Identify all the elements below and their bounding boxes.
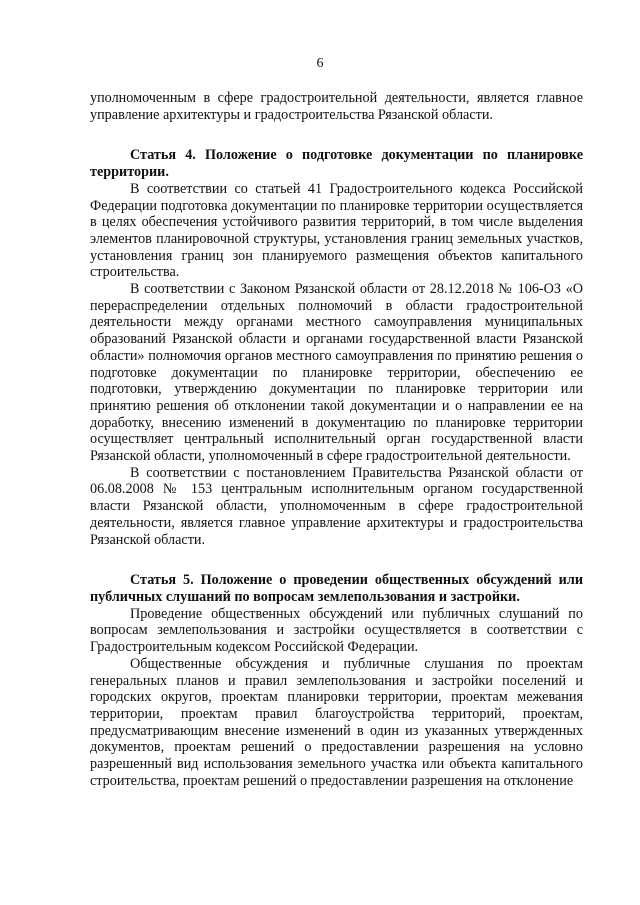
article-4-paragraph-2: В соответствии с Законом Рязанской области от 28.12.2018 № 106-ОЗ «О перераспределении отдельных полномочий в области градостроительной деятельности между органами местного самоуправления муниципальных образований Рязанской области и органами государственной власти Рязанской области» полномочия органов местного самоуправления по принятию решения о подготовке документации по планировке территории, обеспечению ее подготовки, утверждению документации по планировке территории или принятию решения об отклонении такой документации и о направлении ее на доработку, внесению изменений в документацию по планировке территории осуществляет центральный исполнительный орган государственной власти Рязанской области, уполномоченный в сфере градостроительной деятельности. <box>90 281 583 465</box>
article-5-heading: Статья 5. Положение о проведении общественных обсуждений или публичных слушаний по вопросам землепользования и застройки. <box>90 572 583 605</box>
paragraph-continuation: уполномоченным в сфере градостроительной деятельности, является главное управление архитектуры и градостроительства Рязанской области. <box>90 90 583 123</box>
article-5-paragraph-2: Общественные обсуждения и публичные слушания по проектам генеральных планов и правил землепользования и застройки поселений и городских округов, проектам планировки территории, проектам межевания территории, проектам правил благоустройства территорий, проектам, предусматривающим внесение изменений в один из указанных утвержденных документов, проектам решений о предоставлении разрешения на условно разрешенный вид использования земельного участка или объекта капитального строительства, проектам решений о предоставлении разрешения на отклонение <box>90 655 583 789</box>
article-5-paragraph-1: Проведение общественных обсуждений или публичных слушаний по вопросам землепользования и застройки осуществляется в соответствии с Градостроительным кодексом Российской Федерации. <box>90 605 583 656</box>
article-4-paragraph-1: В соответствии со статьей 41 Градостроительного кодекса Российской Федерации подготовка документации по планировке территории осуществляется в целях обеспечения устойчивого развития территорий, в том числе выделения элементов планировочной структуры, установления границ земельных участков, установления границ зон планируемого размещения объектов капитального строительства. <box>90 180 583 281</box>
page-number: 6 <box>316 56 324 71</box>
article-4-paragraph-3: В соответствии с постановлением Правительства Рязанской области от 06.08.2008 № 153 центральным исполнительным органом государственной власти Рязанской области, уполномоченным в сфере градостроительной деятельности, является главное управление архитектуры и градостроительства Рязанской области. <box>90 464 583 548</box>
document-body <box>90 90 583 789</box>
article-4-heading: Статья 4. Положение о подготовке документации по планировке территории. <box>90 147 583 181</box>
